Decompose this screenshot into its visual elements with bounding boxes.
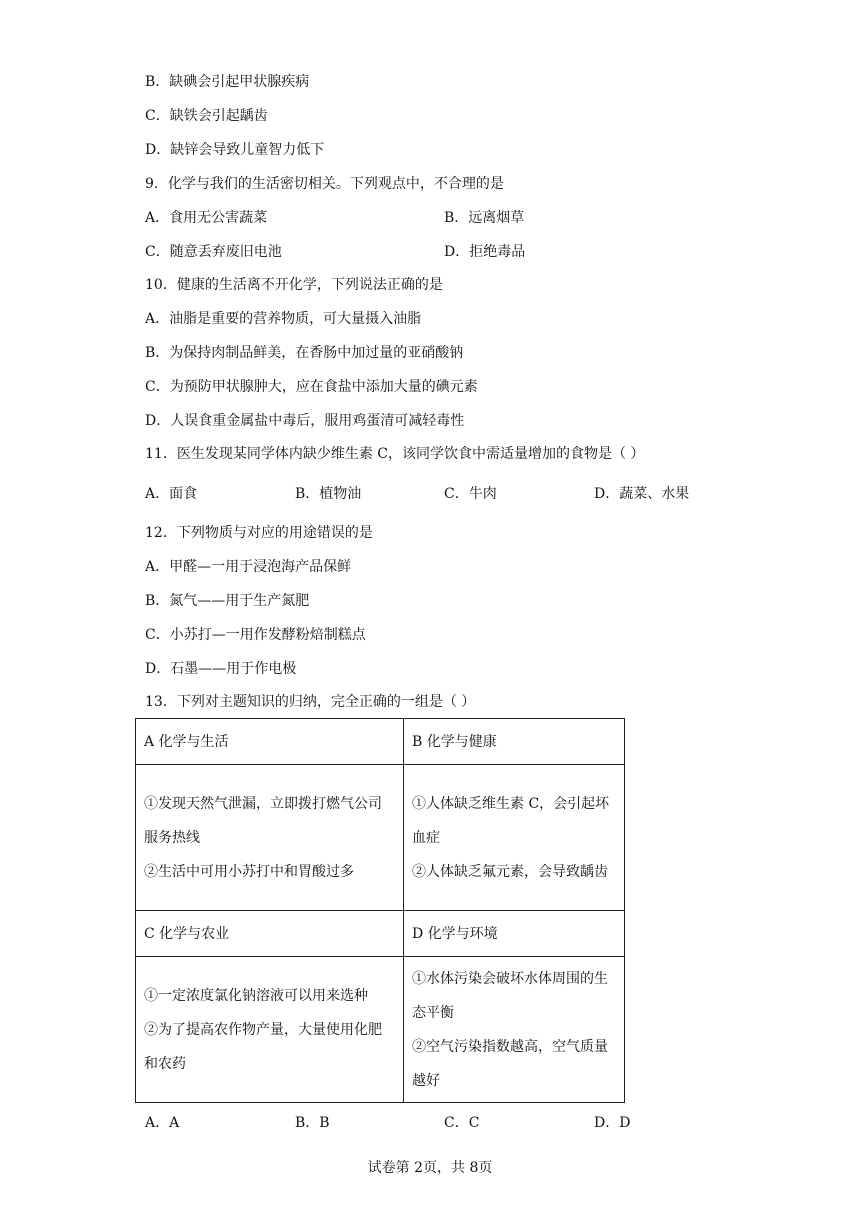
q10-option-c: C．为预防甲状腺肿大，应在食盐中添加大量的碘元素 [145, 379, 478, 395]
q10-option-b: B．为保持肉制品鲜美，在香肠中加过量的亚硝酸钠 [145, 345, 464, 361]
q8-option-b: B．缺碘会引起甲状腺疾病 [145, 74, 310, 90]
q13-option-c: C．C [444, 1115, 480, 1131]
q8-option-d: D．缺锌会导致儿童智力低下 [145, 142, 325, 158]
a-item-1: ①发现天然气泄漏，立即拨打燃气公司服务热线 [144, 795, 382, 846]
q10-option-a: A．油脂是重要的营养物质，可大量摄入油脂 [145, 311, 422, 327]
table-cell-d-body [404, 957, 625, 1103]
table-cell-d-head: D 化学与环境 [404, 911, 625, 957]
q13-stem: 13．下列对主题知识的归纳，完全正确的一组是（ ） [145, 694, 476, 710]
page-footer: 试卷第 2页，共 8页 [367, 1160, 493, 1176]
q11-option-c: C．牛肉 [444, 486, 497, 502]
d-item-1: ①水体污染会破坏水体周围的生态平衡 [412, 970, 608, 1021]
q8-option-c: C．缺铁会引起龋齿 [145, 108, 268, 124]
q11-option-d: D．蔬菜、水果 [594, 486, 690, 502]
q9-option-c: C．随意丢弃废旧电池 [145, 244, 282, 260]
q12-option-a: A．甲醛—一用于浸泡海产品保鲜 [145, 559, 352, 575]
q13-option-b: B．B [295, 1115, 330, 1131]
q12-option-c: C．小苏打—一用作发酵粉焙制糕点 [145, 627, 366, 643]
b-item-1: ①人体缺乏维生素 C，会引起坏血症 [412, 795, 610, 846]
q10-stem: 10．健康的生活离不开化学，下列说法正确的是 [145, 277, 443, 293]
table-cell-a-body [136, 765, 404, 911]
a-item-2: ②生活中可用小苏打中和胃酸过多 [144, 863, 354, 880]
b-item-2: ②人体缺乏氟元素，会导致龋齿 [412, 863, 608, 880]
c-item-2: ②为了提高农作物产量，大量使用化肥和农药 [144, 1021, 382, 1072]
q11-stem: 11．医生发现某同学体内缺少维生素 C，该同学饮食中需适量增加的食物是（ ） [145, 446, 645, 462]
q9-option-a: A．食用无公害蔬菜 [145, 210, 268, 226]
q12-option-b: B．氮气——用于生产氮肥 [145, 593, 310, 609]
d-item-2: ②空气污染指数越高，空气质量越好 [412, 1038, 608, 1089]
q13-option-d: D．D [594, 1115, 631, 1131]
q12-stem: 12．下列物质与对应的用途错误的是 [145, 525, 373, 541]
table-cell-c-body [136, 957, 404, 1103]
q12-option-d: D．石墨——用于作电极 [145, 661, 297, 677]
table-cell-a-head: A 化学与生活 [136, 719, 404, 765]
table-cell-b-head: B 化学与健康 [404, 719, 625, 765]
q11-option-b: B．植物油 [295, 486, 362, 502]
q10-option-d: D．人误食重金属盐中毒后，服用鸡蛋清可减轻毒性 [145, 413, 465, 429]
q9-stem: 9．化学与我们的生活密切相关。下列观点中，不合理的是 [145, 176, 504, 192]
q13-knowledge-table [135, 718, 625, 1103]
table-cell-b-body [404, 765, 625, 911]
c-item-1: ①一定浓度氯化钠溶液可以用来选种 [144, 987, 368, 1004]
q11-option-a: A．面食 [145, 486, 198, 502]
table-cell-c-head: C 化学与农业 [136, 911, 404, 957]
q9-option-b: B．远离烟草 [444, 210, 525, 226]
q9-option-d: D．拒绝毒品 [444, 244, 526, 260]
q13-option-a: A．A [145, 1115, 180, 1131]
